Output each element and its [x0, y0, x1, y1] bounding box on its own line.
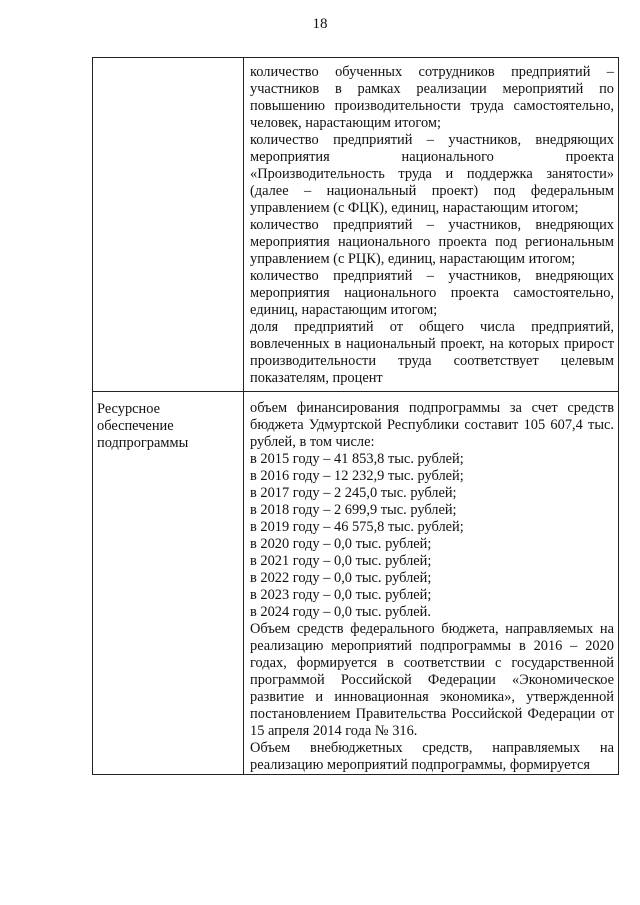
indicators-cell — [244, 58, 619, 392]
indicator-self-enterprises: количество предприятий – участников, внедряющих мероприятия национального проекта самостоятельно, единиц, нарастающим итогом; — [250, 268, 614, 318]
funding-year-2023: в 2023 году – 0,0 тыс. рублей; — [250, 587, 432, 603]
row-label — [93, 58, 243, 67]
funding-year-2015: в 2015 году – 41 853,8 тыс. рублей; — [250, 451, 464, 467]
indicator-federal-enterprises: количество предприятий – участников, внедряющих мероприятия национального проекта «Производительность труда и поддержка занятости» (далее – национальный проект) под федеральным управлением (с ФЦК), единиц, нарастающим итогом; — [250, 132, 614, 216]
funding-year-2024: в 2024 году – 0,0 тыс. рублей. — [250, 604, 431, 620]
row-label-resources: Ресурсное обеспечение подпрограммы — [97, 401, 189, 451]
funding-year-2019: в 2019 году – 46 575,8 тыс. рублей; — [250, 519, 464, 535]
table-row — [93, 58, 619, 392]
funding-intro: объем финансирования подпрограммы за счет средств бюджета Удмуртской Республики составит 105 607,4 тыс. рублей, в том числе: — [250, 400, 614, 450]
funding-year-2018: в 2018 году – 2 699,9 тыс. рублей; — [250, 502, 457, 518]
indicator-regional-enterprises: количество предприятий – участников, внедряющих мероприятия национального проекта под региональным управлением (с РЦК), единиц, нарастающим итогом; — [250, 217, 614, 267]
funding-year-2022: в 2022 году – 0,0 тыс. рублей; — [250, 570, 432, 586]
table-row — [93, 392, 619, 775]
label-cell-empty — [93, 58, 244, 392]
extrabudget-paragraph: Объем внебюджетных средств, направляемых на реализацию мероприятий подпрограммы, формируется — [250, 740, 614, 773]
funding-year-2017: в 2017 году – 2 245,0 тыс. рублей; — [250, 485, 457, 501]
page-number: 18 — [312, 16, 328, 32]
funding-year-2021: в 2021 году – 0,0 тыс. рублей; — [250, 553, 432, 569]
indicator-trained-employees: количество обученных сотрудников предприятий – участников в рамках реализации мероприятий по повышению производительности труда самостоятельно, человек, нарастающим итогом; — [250, 64, 614, 131]
passport-table — [92, 57, 619, 775]
federal-budget-paragraph: Объем средств федерального бюджета, направляемых на реализацию мероприятий подпрограммы в 2016 – 2020 годах, формируется в соответствии с государственной программой Российской Федерации «Экономическое развитие и инновационная экономика», утвержденной постановлением Правительства Российской Федерации от 15 апреля 2014 года № 316. — [250, 621, 614, 739]
funding-year-2016: в 2016 году – 12 232,9 тыс. рублей; — [250, 468, 464, 484]
funding-year-2020: в 2020 году – 0,0 тыс. рублей; — [250, 536, 432, 552]
indicator-share-enterprises: доля предприятий от общего числа предприятий, вовлеченных в национальный проект, на которых прирост производительности труда соответствует целевым показателям, процент — [250, 319, 614, 386]
label-cell-resources — [93, 392, 244, 775]
resources-cell — [244, 392, 619, 775]
